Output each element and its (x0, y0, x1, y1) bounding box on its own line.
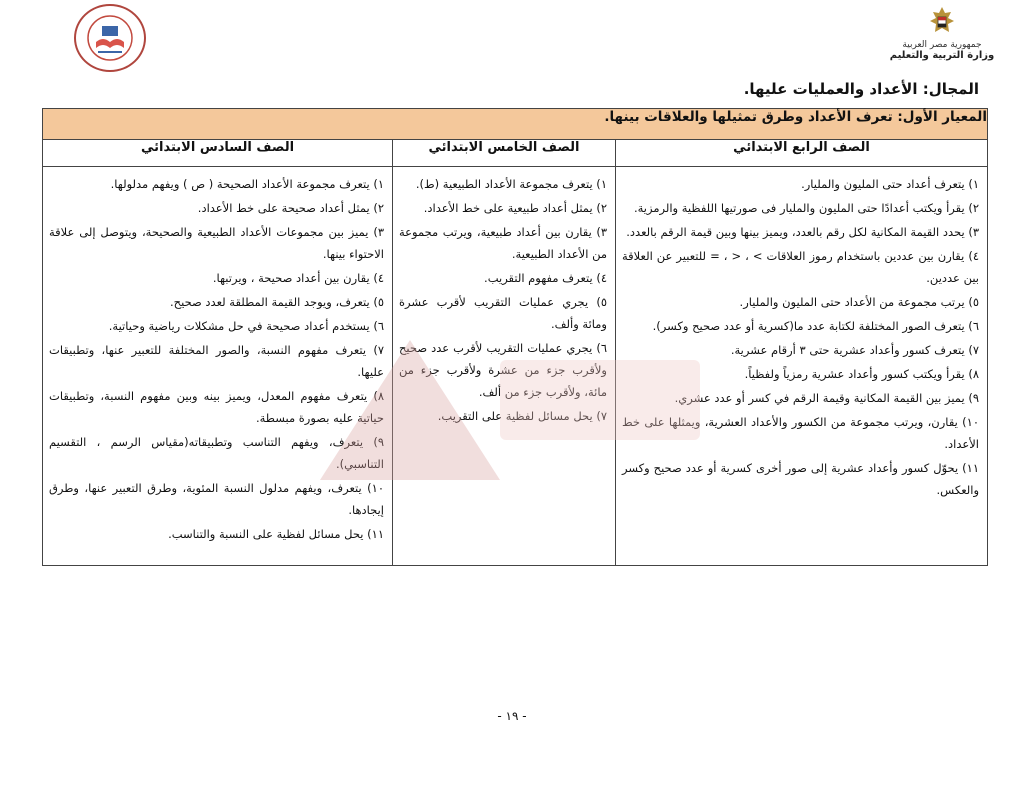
list-item: ٥) يتعرف، ويوجد القيمة المطلقة لعدد صحيح. (170, 295, 384, 309)
list-item: ٢) يقرأ ويكتب أعدادًا حتى المليون والمليار فى صورتيها اللفظية والرمزية. (633, 201, 979, 215)
institution-logo (74, 4, 146, 72)
list-item: ٣) يحدد القيمة المكانية لكل رقم بالعدد، ويميز بينها وبين قيمة الرقم بالعدد. (626, 225, 979, 239)
grade5-heading: الصف الخامس الابتدائي (393, 140, 616, 167)
list-item: ٤) يقارن بين أعداد صحيحة ، ويرتبها. (212, 271, 384, 285)
list-item: ٦) يجري عمليات التقريب لأقرب عدد صحيح ولأقرب جزء من عشرة ولأقرب جزء من مائة، ولأقرب جزء من ألف. (399, 341, 607, 399)
list-item: ٤) يتعرف مفهوم التقريب. (484, 271, 607, 285)
grade-header-row (43, 140, 988, 167)
page-number: - ١٩ - (497, 709, 527, 723)
grade4-heading: الصف الرابع الابتدائي (616, 140, 988, 167)
list-item: ٦) يتعرف الصور المختلفة لكتابة عدد ما(كسرية أو عدد صحيح وكسر). (652, 319, 979, 333)
grade4-list (616, 167, 987, 507)
list-item: ١١) يحوّل كسور وأعداد عشرية إلى صور أخرى كسرية أو عدد صحيح وكسر والعكس. (622, 461, 979, 497)
grade6-list (43, 167, 392, 551)
list-item: ٢) يمثل أعداد طبيعية على خط الأعداد. (423, 201, 607, 215)
list-item: ٥) يرتب مجموعة من الأعداد حتى المليون والمليار. (739, 295, 979, 309)
standards-table (42, 108, 988, 566)
list-item: ٤) يقارن بين عددين باستخدام رموز العلاقات > ، < ، = للتعبير عن العلاقة بين عددين. (622, 249, 979, 285)
grade6-heading: الصف السادس الابتدائي (43, 140, 393, 167)
list-item: ١) يتعرف أعداد حتى المليون والمليار. (801, 177, 979, 191)
list-item: ٣) يقارن بين أعداد طبيعية، ويرتب مجموعة من الأعداد الطبيعية. (399, 225, 607, 261)
grade5-column (393, 167, 616, 566)
list-item: ٧) يحل مسائل لفظية على التقريب. (437, 409, 607, 423)
list-item: ٨) يقرأ ويكتب كسور وأعداد عشرية رمزياً ولفظياً. (744, 367, 979, 381)
list-item: ١٠) يقارن، ويرتب مجموعة من الكسور والأعداد العشرية، ويمثلها على خط الأعداد. (622, 415, 979, 451)
list-item: ٦) يستخدم أعداد صحيحة في حل مشكلات رياضية وحياتية. (108, 319, 384, 333)
list-item: ١) يتعرف مجموعة الأعداد الطبيعية (ط). (415, 177, 607, 191)
eagle-emblem-icon (925, 4, 959, 38)
grade6-column (43, 167, 393, 566)
list-item: ٣) يميز بين مجموعات الأعداد الطبيعية والصحيحة، ويتوصل إلى علاقة الاحتواء بينها. (49, 225, 384, 261)
list-item: ٧) يتعرف مفهوم النسبة، والصور المختلفة للتعبير عنها، وتطبيقات عليها. (49, 343, 384, 379)
list-item: ٧) يتعرف كسور وأعداد عشرية حتى ٣ أرقام عشرية. (730, 343, 979, 357)
domain-title: المجال: الأعداد والعمليات عليها. (743, 80, 979, 98)
list-item: ١) يتعرف مجموعة الأعداد الصحيحة ( ص ) ويفهم مدلولها. (110, 177, 384, 191)
list-item: ١٠) يتعرف، ويفهم مدلول النسبة المئوية، وطرق التعبير عنها، وطرق إيجادها. (49, 481, 384, 517)
list-item: ٥) يجري عمليات التقريب لأقرب عشرة ومائة وألف. (399, 295, 607, 331)
standard-row (43, 109, 988, 140)
book-emblem-icon (82, 12, 138, 64)
list-item: ١١) يحل مسائل لفظية على النسبة والتناسب. (168, 527, 384, 541)
list-item: ٨) يتعرف مفهوم المعدل، ويميز بينه وبين مفهوم النسبة، وتطبيقات حياتية عليه بصورة مبسطة. (49, 389, 384, 425)
list-item: ٩) يتعرف، ويفهم التناسب وتطبيقاته(مقياس الرسم ، التقسيم التناسبي). (49, 435, 384, 471)
ministry-emblem (889, 4, 995, 70)
ministry-caption: وزارة التربية والتعليم (889, 50, 995, 61)
grade-content-row (43, 167, 988, 566)
grade5-list (393, 167, 615, 433)
list-item: ٢) يمثل أعداد صحيحة على خط الأعداد. (197, 201, 384, 215)
grade4-column (616, 167, 988, 566)
list-item: ٩) يميز بين القيمة المكانية وقيمة الرقم في كسر أو عدد عشري. (674, 391, 979, 405)
standard-title: المعيار الأول: تعرف الأعداد وطرق تمثيلها والعلاقات بينها. (43, 109, 988, 140)
republic-caption: جمهورية مصر العربية (902, 40, 982, 50)
